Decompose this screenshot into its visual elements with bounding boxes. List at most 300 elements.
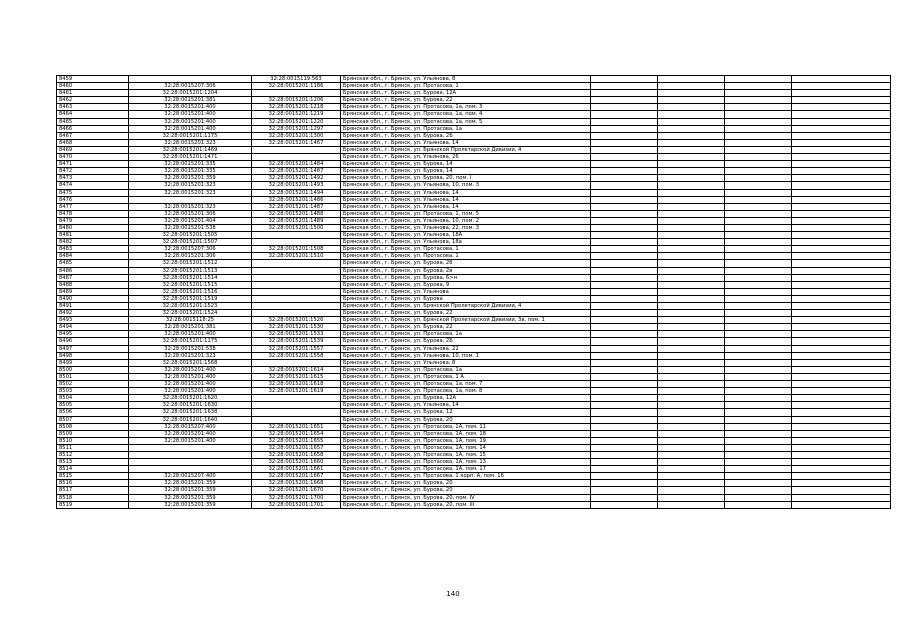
empty-cell	[725, 125, 792, 132]
row-number: 8459	[57, 76, 129, 83]
row-number: 8460	[57, 83, 129, 90]
object-cadastral-number: 32:28:0015201:1668	[252, 480, 341, 487]
empty-cell	[658, 111, 725, 118]
empty-cell	[792, 260, 891, 267]
object-cadastral-number: 32:28:0015201:1658	[252, 451, 341, 458]
address: Брянская обл., г. Брянск, ул. Ульянова, 14	[341, 196, 591, 203]
table-row	[57, 466, 891, 473]
empty-cell	[591, 338, 658, 345]
empty-cell	[792, 267, 891, 274]
empty-cell	[725, 444, 792, 451]
table-row	[57, 203, 891, 210]
address: Брянская обл., г. Брянск, ул. Бурова, 22	[341, 324, 591, 331]
table-row	[57, 487, 891, 494]
table-row	[57, 83, 891, 90]
empty-cell	[792, 345, 891, 352]
empty-cell	[725, 232, 792, 239]
table-row	[57, 303, 891, 310]
empty-cell	[792, 473, 891, 480]
empty-cell	[658, 430, 725, 437]
table-row	[57, 196, 891, 203]
table-row	[57, 295, 891, 302]
row-number: 8512	[57, 451, 129, 458]
empty-cell	[591, 317, 658, 324]
land-cadastral-number: 32:28:0015201:381	[129, 97, 252, 104]
land-cadastral-number: 32:28:0015201:1514	[129, 274, 252, 281]
empty-cell	[658, 253, 725, 260]
empty-cell	[725, 416, 792, 423]
empty-cell	[591, 274, 658, 281]
empty-cell	[658, 381, 725, 388]
row-number: 8511	[57, 444, 129, 451]
empty-cell	[725, 459, 792, 466]
address: Брянская обл., г. Брянск, ул. Брянской Пролетарской Дивизии, 4	[341, 146, 591, 153]
object-cadastral-number: 32:28:0015201:1557	[252, 345, 341, 352]
land-cadastral-number: 32:28:0015201:1471	[129, 154, 252, 161]
land-cadastral-number: 32:28:0015201:400	[129, 373, 252, 380]
object-cadastral-number: 32:28:0015201:1297	[252, 125, 341, 132]
empty-cell	[792, 97, 891, 104]
row-number: 8490	[57, 295, 129, 302]
land-cadastral-number: 32:28:0015201:359	[129, 494, 252, 501]
table-row	[57, 154, 891, 161]
land-cadastral-number: 32:28:0015201:1175	[129, 338, 252, 345]
empty-cell	[725, 501, 792, 508]
row-number: 8463	[57, 104, 129, 111]
land-cadastral-number: 32:28:0015201:400	[129, 381, 252, 388]
row-number: 8495	[57, 331, 129, 338]
empty-cell	[591, 324, 658, 331]
empty-cell	[792, 111, 891, 118]
empty-cell	[725, 76, 792, 83]
table-row	[57, 388, 891, 395]
empty-cell	[725, 97, 792, 104]
empty-cell	[792, 331, 891, 338]
empty-cell	[792, 154, 891, 161]
object-cadastral-number	[252, 260, 341, 267]
land-cadastral-number: 32:28:0015207:306	[129, 83, 252, 90]
address: Брянская обл., г. Брянск, ул. Протасова, 1а	[341, 366, 591, 373]
empty-cell	[792, 437, 891, 444]
row-number: 8464	[57, 111, 129, 118]
empty-cell	[658, 373, 725, 380]
object-cadastral-number: 32:28:0015201:1539	[252, 338, 341, 345]
address: Брянская обл., г. Брянск, ул. Протасова, 1А, пом. 15	[341, 451, 591, 458]
table-body	[57, 76, 891, 509]
table-row	[57, 310, 891, 317]
empty-cell	[725, 423, 792, 430]
table-row	[57, 345, 891, 352]
object-cadastral-number: 32:28:0015201:1494	[252, 189, 341, 196]
empty-cell	[725, 189, 792, 196]
empty-cell	[658, 409, 725, 416]
address: Брянская обл., г. Брянск, ул. Ульянова, 14	[341, 402, 591, 409]
empty-cell	[725, 345, 792, 352]
empty-cell	[591, 239, 658, 246]
empty-cell	[725, 317, 792, 324]
empty-cell	[658, 324, 725, 331]
land-cadastral-number	[129, 444, 252, 451]
empty-cell	[591, 83, 658, 90]
empty-cell	[792, 366, 891, 373]
address: Брянская обл., г. Брянск, ул. Бурова, 14	[341, 168, 591, 175]
table-row	[57, 161, 891, 168]
land-cadastral-number: 32:28:0015201:1524	[129, 310, 252, 317]
empty-cell	[792, 466, 891, 473]
row-number: 8514	[57, 466, 129, 473]
table-row	[57, 501, 891, 508]
empty-cell	[725, 352, 792, 359]
empty-cell	[792, 224, 891, 231]
empty-cell	[591, 487, 658, 494]
row-number: 8466	[57, 125, 129, 132]
empty-cell	[591, 90, 658, 97]
object-cadastral-number	[252, 409, 341, 416]
land-cadastral-number: 32:28:0015201:359	[129, 487, 252, 494]
empty-cell	[792, 317, 891, 324]
address: Брянская обл., г. Брянск, ул. Ульянова, 18а	[341, 239, 591, 246]
object-cadastral-number: 32:28:0015201:1660	[252, 459, 341, 466]
empty-cell	[792, 373, 891, 380]
table-row	[57, 430, 891, 437]
object-cadastral-number: 32:28:0015201:1661	[252, 466, 341, 473]
empty-cell	[658, 288, 725, 295]
object-cadastral-number	[252, 274, 341, 281]
row-number: 8505	[57, 402, 129, 409]
row-number: 8508	[57, 423, 129, 430]
land-cadastral-number: 32:28:0015201:538	[129, 345, 252, 352]
object-cadastral-number: 32:28:0015201:1493	[252, 182, 341, 189]
empty-cell	[658, 76, 725, 83]
object-cadastral-number: 32:28:0015201:1467	[252, 139, 341, 146]
empty-cell	[725, 246, 792, 253]
empty-cell	[725, 203, 792, 210]
empty-cell	[658, 345, 725, 352]
object-cadastral-number: 32:28:0015201:1487	[252, 203, 341, 210]
table-row	[57, 473, 891, 480]
empty-cell	[725, 253, 792, 260]
row-number: 8472	[57, 168, 129, 175]
empty-cell	[658, 423, 725, 430]
empty-cell	[792, 409, 891, 416]
empty-cell	[725, 303, 792, 310]
empty-cell	[792, 118, 891, 125]
land-cadastral-number: 32:28:0015201:1507	[129, 239, 252, 246]
address: Брянская обл., г. Брянск, ул. Протасова, 1а	[341, 331, 591, 338]
empty-cell	[725, 388, 792, 395]
empty-cell	[792, 239, 891, 246]
empty-cell	[591, 132, 658, 139]
land-cadastral-number: 32:28:0015201:1620	[129, 395, 252, 402]
object-cadastral-number: 32:28:0015201:1654	[252, 430, 341, 437]
address: Брянская обл., г. Брянск, ул. Бурова	[341, 295, 591, 302]
object-cadastral-number: 32:28:0015201:1510	[252, 253, 341, 260]
address: Брянская обл., г. Брянск, ул. Протасова, 1а, пом. 7	[341, 381, 591, 388]
empty-cell	[658, 161, 725, 168]
address: Брянская обл., г. Брянск, ул. Ульянова, 10, пом. 2	[341, 217, 591, 224]
land-cadastral-number: 32:28:0015201:1515	[129, 281, 252, 288]
address: Брянская обл., г. Брянск, ул. Ульянова, 10, пом. 3	[341, 182, 591, 189]
empty-cell	[591, 232, 658, 239]
address: Брянская обл., г. Брянск, ул. Бурова, 9	[341, 281, 591, 288]
land-cadastral-number	[129, 76, 252, 83]
row-number: 8465	[57, 118, 129, 125]
land-cadastral-number	[129, 459, 252, 466]
land-cadastral-number: 32:28:0015201:323	[129, 352, 252, 359]
object-cadastral-number: 32:28:0015201:1186	[252, 83, 341, 90]
object-cadastral-number	[252, 416, 341, 423]
row-number: 8476	[57, 196, 129, 203]
empty-cell	[591, 97, 658, 104]
address: Брянская обл., г. Брянск, ул. Брянской Пролетарской Дивизии, 4	[341, 303, 591, 310]
empty-cell	[792, 395, 891, 402]
empty-cell	[591, 175, 658, 182]
empty-cell	[658, 118, 725, 125]
empty-cell	[591, 331, 658, 338]
land-cadastral-number: 32:28:0015207:400	[129, 473, 252, 480]
empty-cell	[658, 352, 725, 359]
land-cadastral-number: 32:28:0015201:1640	[129, 416, 252, 423]
object-cadastral-number: 32:28:0015201:1558	[252, 352, 341, 359]
row-number: 8491	[57, 303, 129, 310]
empty-cell	[792, 381, 891, 388]
empty-cell	[591, 430, 658, 437]
empty-cell	[591, 395, 658, 402]
empty-cell	[792, 168, 891, 175]
address: Брянская обл., г. Брянск, ул. Бурова, 22	[341, 97, 591, 104]
row-number: 8481	[57, 232, 129, 239]
empty-cell	[792, 90, 891, 97]
row-number: 8467	[57, 132, 129, 139]
row-number: 8503	[57, 388, 129, 395]
empty-cell	[658, 90, 725, 97]
land-cadastral-number: 32:28:0015201:400	[129, 104, 252, 111]
empty-cell	[725, 139, 792, 146]
empty-cell	[792, 359, 891, 366]
empty-cell	[792, 253, 891, 260]
row-number: 8473	[57, 175, 129, 182]
row-number: 8461	[57, 90, 129, 97]
empty-cell	[792, 338, 891, 345]
row-number: 8477	[57, 203, 129, 210]
row-number: 8501	[57, 373, 129, 380]
row-number: 8500	[57, 366, 129, 373]
empty-cell	[725, 267, 792, 274]
table-row	[57, 459, 891, 466]
table-row	[57, 267, 891, 274]
table-row	[57, 90, 891, 97]
object-cadastral-number	[252, 359, 341, 366]
empty-cell	[591, 246, 658, 253]
empty-cell	[792, 189, 891, 196]
row-number: 8496	[57, 338, 129, 345]
empty-cell	[792, 274, 891, 281]
empty-cell	[591, 154, 658, 161]
land-cadastral-number: 32:28:0015201:1568	[129, 359, 252, 366]
object-cadastral-number: 32:28:0015201:1670	[252, 487, 341, 494]
land-cadastral-number: 32:28:0015201:1519	[129, 295, 252, 302]
empty-cell	[658, 139, 725, 146]
table-row	[57, 423, 891, 430]
empty-cell	[792, 416, 891, 423]
object-cadastral-number: 32:28:0015201:1220	[252, 118, 341, 125]
address: Брянская обл., г. Брянск, ул. Протасова, 1, пом. 5	[341, 210, 591, 217]
object-cadastral-number: 32:28:0015201:1484	[252, 161, 341, 168]
table-row	[57, 444, 891, 451]
empty-cell	[792, 451, 891, 458]
empty-cell	[725, 168, 792, 175]
object-cadastral-number	[252, 395, 341, 402]
address: Брянская обл., г. Брянск, ул. Ульянова, 14	[341, 203, 591, 210]
empty-cell	[591, 76, 658, 83]
empty-cell	[792, 132, 891, 139]
address: Брянская обл., г. Брянск, ул. Протасова, 1а, пом. 8	[341, 388, 591, 395]
table-row	[57, 359, 891, 366]
address: Брянская обл., г. Брянск, ул. Ульянова, 14	[341, 189, 591, 196]
land-cadastral-number: 32:28:0015201:400	[129, 111, 252, 118]
empty-cell	[658, 388, 725, 395]
empty-cell	[725, 381, 792, 388]
table-row	[57, 274, 891, 281]
object-cadastral-number	[252, 146, 341, 153]
table-row	[57, 451, 891, 458]
empty-cell	[658, 395, 725, 402]
land-cadastral-number: 32:28:0015207:400	[129, 423, 252, 430]
row-number: 8519	[57, 501, 129, 508]
empty-cell	[725, 338, 792, 345]
object-cadastral-number	[252, 267, 341, 274]
empty-cell	[725, 281, 792, 288]
empty-cell	[792, 402, 891, 409]
row-number: 8513	[57, 459, 129, 466]
land-cadastral-number: 32:28:0015201:323	[129, 139, 252, 146]
empty-cell	[591, 203, 658, 210]
empty-cell	[658, 217, 725, 224]
empty-cell	[792, 76, 891, 83]
empty-cell	[591, 366, 658, 373]
empty-cell	[725, 154, 792, 161]
empty-cell	[591, 352, 658, 359]
empty-cell	[658, 480, 725, 487]
land-cadastral-number: 32:28:0015201:1638	[129, 409, 252, 416]
row-number: 8471	[57, 161, 129, 168]
object-cadastral-number	[252, 288, 341, 295]
object-cadastral-number: 32:28:0015201:1500	[252, 224, 341, 231]
land-cadastral-number: 32:28:0015201:381	[129, 324, 252, 331]
empty-cell	[658, 146, 725, 153]
empty-cell	[792, 494, 891, 501]
address: Брянская обл., г. Брянск, ул. Бурова, 2Б	[341, 338, 591, 345]
table-row	[57, 168, 891, 175]
land-cadastral-number: 32:28:0015201:323	[129, 203, 252, 210]
address: Брянская обл., г. Брянск, ул. Ульянова, 22	[341, 345, 591, 352]
empty-cell	[725, 430, 792, 437]
land-cadastral-number: 32:28:0015201:1516	[129, 288, 252, 295]
empty-cell	[591, 104, 658, 111]
table-row	[57, 232, 891, 239]
address: Брянская обл., г. Брянск, ул. Ульянова	[341, 288, 591, 295]
object-cadastral-number	[252, 295, 341, 302]
empty-cell	[591, 217, 658, 224]
empty-cell	[591, 253, 658, 260]
empty-cell	[725, 104, 792, 111]
land-cadastral-number: 32:28:0015201:359	[129, 175, 252, 182]
address: Брянская обл., г. Брянск, ул. Ульянова, 8	[341, 359, 591, 366]
empty-cell	[658, 295, 725, 302]
address: Брянская обл., г. Брянск, ул. Протасова, 1А, пом. 19	[341, 437, 591, 444]
empty-cell	[725, 274, 792, 281]
empty-cell	[591, 409, 658, 416]
table-row	[57, 416, 891, 423]
row-number: 8492	[57, 310, 129, 317]
object-cadastral-number: 32:28:0015201:1655	[252, 437, 341, 444]
empty-cell	[658, 303, 725, 310]
land-cadastral-number: 32:28:0015201:1175	[129, 132, 252, 139]
row-number: 8485	[57, 260, 129, 267]
land-cadastral-number: 32:28:0015201:323	[129, 189, 252, 196]
empty-cell	[658, 459, 725, 466]
object-cadastral-number: 32:28:0015201:1526	[252, 317, 341, 324]
address: Брянская обл., г. Брянск, ул. Протасова, 1А, пом. 13	[341, 459, 591, 466]
empty-cell	[725, 373, 792, 380]
empty-cell	[591, 303, 658, 310]
address: Брянская обл., г. Брянск, ул. Протасова, 1а, пом. 5	[341, 118, 591, 125]
empty-cell	[725, 366, 792, 373]
empty-cell	[725, 480, 792, 487]
empty-cell	[591, 451, 658, 458]
address: Брянская обл., г. Брянск, ул. Бурова, 20	[341, 487, 591, 494]
empty-cell	[725, 161, 792, 168]
row-number: 8478	[57, 210, 129, 217]
empty-cell	[792, 203, 891, 210]
table-row	[57, 217, 891, 224]
table-row	[57, 317, 891, 324]
address: Брянская обл., г. Брянск, ул. Протасова, 1 А	[341, 373, 591, 380]
empty-cell	[792, 501, 891, 508]
empty-cell	[591, 288, 658, 295]
empty-cell	[792, 480, 891, 487]
empty-cell	[658, 487, 725, 494]
empty-cell	[792, 459, 891, 466]
empty-cell	[792, 232, 891, 239]
empty-cell	[658, 338, 725, 345]
empty-cell	[658, 494, 725, 501]
empty-cell	[658, 104, 725, 111]
empty-cell	[792, 210, 891, 217]
empty-cell	[725, 451, 792, 458]
land-cadastral-number: 32:28:0015118:25	[129, 317, 252, 324]
table-row	[57, 210, 891, 217]
empty-cell	[658, 281, 725, 288]
empty-cell	[725, 487, 792, 494]
empty-cell	[792, 281, 891, 288]
empty-cell	[658, 182, 725, 189]
empty-cell	[591, 139, 658, 146]
empty-cell	[725, 217, 792, 224]
table-row	[57, 246, 891, 253]
row-number: 8502	[57, 381, 129, 388]
empty-cell	[658, 196, 725, 203]
object-cadastral-number: 32:28:0015201:1487	[252, 168, 341, 175]
empty-cell	[725, 473, 792, 480]
empty-cell	[792, 444, 891, 451]
land-cadastral-number	[129, 451, 252, 458]
empty-cell	[725, 395, 792, 402]
empty-cell	[591, 196, 658, 203]
address: Брянская обл., г. Брянск, ул. Протасова, 1а	[341, 125, 591, 132]
row-number: 8516	[57, 480, 129, 487]
table-row	[57, 260, 891, 267]
